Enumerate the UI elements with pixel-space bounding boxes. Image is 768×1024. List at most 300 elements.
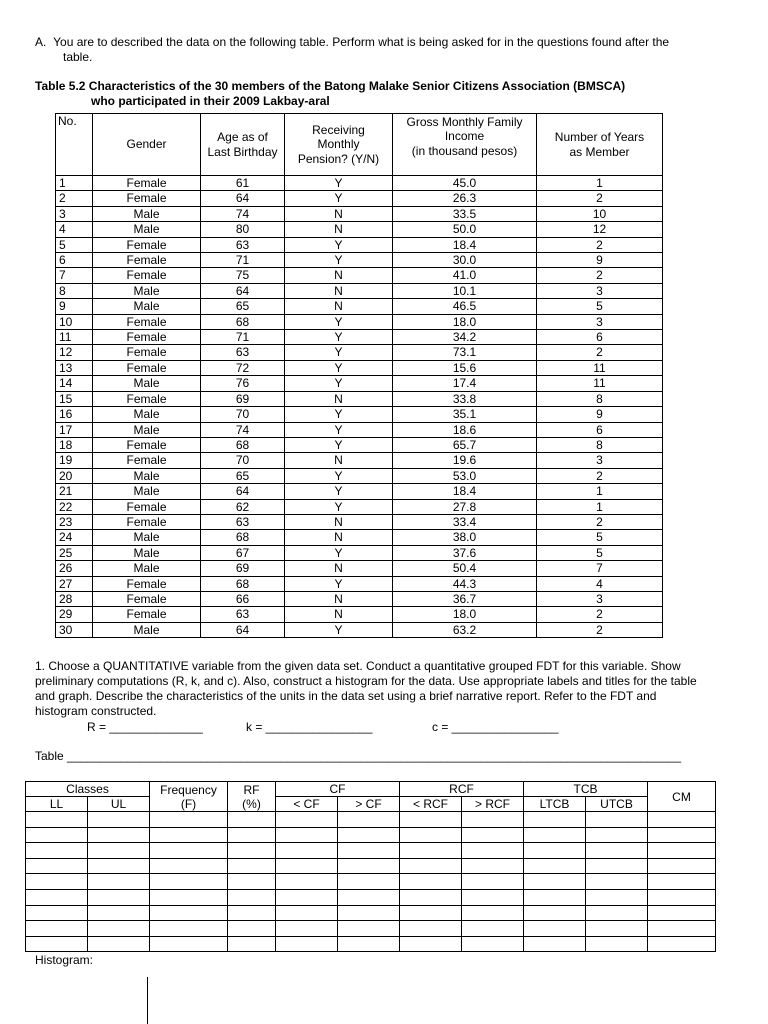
cell-years: 7 [537,561,663,576]
fdt-empty-cell[interactable] [26,921,88,937]
fdt-empty-cell[interactable] [462,921,524,937]
fdt-empty-cell[interactable] [524,827,586,843]
fdt-empty-cell[interactable] [462,812,524,828]
cell-income: 37.6 [393,545,537,560]
fdt-empty-cell[interactable] [648,889,716,905]
fdt-empty-row [26,936,716,952]
fdt-empty-cell[interactable] [338,921,400,937]
cell-gender: Female [93,314,201,329]
fdt-empty-cell[interactable] [400,812,462,828]
cell-years: 1 [537,176,663,191]
fdt-empty-cell[interactable] [524,858,586,874]
table-row [56,591,663,606]
fdt-empty-cell[interactable] [276,843,338,859]
fdt-empty-cell[interactable] [338,843,400,859]
cell-gender: Female [93,607,201,622]
cell-no: 24 [56,530,93,545]
fdt-empty-cell[interactable] [26,858,88,874]
fdt-header-rcf-more: > RCF [462,797,524,812]
fdt-empty-cell[interactable] [26,843,88,859]
cell-income: 44.3 [393,576,537,591]
fdt-empty-cell[interactable] [400,858,462,874]
cell-years: 2 [537,345,663,360]
cell-no: 18 [56,437,93,452]
fdt-empty-cell[interactable] [338,812,400,828]
fdt-empty-cell[interactable] [586,827,648,843]
cell-years: 1 [537,499,663,514]
c-blank[interactable]: c = ________________ [432,720,559,734]
fdt-empty-cell[interactable] [462,858,524,874]
fdt-empty-cell[interactable] [648,812,716,828]
cell-no: 21 [56,484,93,499]
fdt-header-rf [228,782,276,812]
fdt-empty-cell[interactable] [88,889,150,905]
cell-income: 18.0 [393,314,537,329]
cell-pension: Y [285,345,393,360]
table-title-blank[interactable]: Table ____________________________________________________________________________________________ [35,749,682,763]
fdt-header-ul: UL [88,797,150,812]
cell-years: 5 [537,530,663,545]
fdt-empty-cell[interactable] [400,889,462,905]
cell-age: 68 [201,314,285,329]
table-row [56,253,663,268]
header-income-line: Income [444,129,485,144]
cell-pension: Y [285,376,393,391]
fdt-empty-cell[interactable] [150,889,228,905]
fdt-empty-cell[interactable] [586,889,648,905]
fdt-empty-cell[interactable] [648,843,716,859]
fdt-empty-cell[interactable] [26,827,88,843]
table-row [56,222,663,237]
fdt-empty-cell[interactable] [88,843,150,859]
table-row [56,407,663,422]
cell-pension: Y [285,576,393,591]
fdt-header-ll: LL [26,797,88,812]
cell-no: 17 [56,422,93,437]
cell-income: 53.0 [393,468,537,483]
table-row [56,283,663,298]
cell-pension: Y [285,360,393,375]
cell-no: 20 [56,468,93,483]
cell-years: 3 [537,283,663,298]
cell-age: 74 [201,206,285,221]
cell-gender: Female [93,345,201,360]
question-1-line: 1. Choose a QUANTITATIVE variable from the given data set. Conduct a quantitative grouped FDT for this variable. Show [35,659,681,673]
cell-age: 69 [201,391,285,406]
fdt-empty-row [26,905,716,921]
table-row [56,514,663,529]
table-row [56,206,663,221]
fdt-empty-cell[interactable] [338,905,400,921]
table-row [56,530,663,545]
cell-pension: N [285,206,393,221]
cell-years: 2 [537,237,663,252]
cell-pension: N [285,530,393,545]
fdt-empty-cell[interactable] [88,936,150,952]
cell-gender: Male [93,622,201,637]
k-blank[interactable]: k = ________________ [246,720,373,734]
cell-pension: N [285,268,393,283]
cell-pension: N [285,283,393,298]
cell-age: 68 [201,530,285,545]
cell-gender: Male [93,206,201,221]
fdt-empty-cell[interactable] [648,874,716,890]
header-years-line: as Member [569,144,630,159]
fdt-empty-cell[interactable] [228,936,276,952]
header-pension-line: Pension? (Y/N) [297,151,380,166]
fdt-empty-cell[interactable] [150,858,228,874]
cell-income: 50.4 [393,561,537,576]
table-row [56,268,663,283]
cell-gender: Female [93,237,201,252]
cell-age: 76 [201,376,285,391]
cell-pension: Y [285,468,393,483]
cell-gender: Female [93,514,201,529]
fdt-empty-cell[interactable] [276,827,338,843]
instructions-line-2: table. [63,50,93,64]
fdt-header-cf: CF [276,782,400,797]
cell-years: 10 [537,206,663,221]
fdt-empty-cell[interactable] [586,905,648,921]
fdt-empty-cell[interactable] [400,905,462,921]
fdt-empty-cell[interactable] [26,889,88,905]
fdt-empty-cell[interactable] [150,874,228,890]
cell-pension: Y [285,253,393,268]
fdt-empty-cell[interactable] [150,843,228,859]
cell-age: 65 [201,299,285,314]
cell-age: 64 [201,191,285,206]
cell-no: 1 [56,176,93,191]
cell-years: 5 [537,299,663,314]
fdt-empty-cell[interactable] [648,905,716,921]
cell-years: 8 [537,437,663,452]
fdt-empty-cell[interactable] [338,858,400,874]
cell-years: 4 [537,576,663,591]
fdt-empty-cell[interactable] [524,843,586,859]
fdt-empty-cell[interactable] [276,858,338,874]
table-row [56,191,663,206]
cell-no: 3 [56,206,93,221]
fdt-empty-cell[interactable] [150,812,228,828]
fdt-header-tcb: TCB [524,782,648,797]
table-row [56,499,663,514]
cell-gender: Female [93,253,201,268]
fdt-empty-cell[interactable] [524,874,586,890]
histogram-axis-line [147,977,148,1024]
cell-age: 69 [201,561,285,576]
cell-years: 2 [537,268,663,283]
table-row [56,391,663,406]
cell-pension: Y [285,422,393,437]
fdt-empty-cell[interactable] [524,889,586,905]
cell-gender: Male [93,299,201,314]
fdt-empty-cell[interactable] [228,827,276,843]
fdt-empty-cell[interactable] [276,921,338,937]
table-row [56,453,663,468]
fdt-empty-cell[interactable] [338,936,400,952]
cell-pension: Y [285,484,393,499]
cell-income: 38.0 [393,530,537,545]
fdt-empty-cell[interactable] [524,921,586,937]
fdt-empty-cell[interactable] [400,936,462,952]
fdt-empty-cell[interactable] [586,843,648,859]
cell-years: 2 [537,607,663,622]
fdt-empty-cell[interactable] [228,858,276,874]
fdt-header-cf-less: < CF [276,797,338,812]
header-pension-line: Receiving [312,122,365,137]
cell-no: 19 [56,453,93,468]
cell-income: 65.7 [393,437,537,452]
fdt-empty-cell[interactable] [88,874,150,890]
table-row [56,484,663,499]
fdt-empty-cell[interactable] [400,874,462,890]
cell-gender: Male [93,545,201,560]
cell-gender: Female [93,330,201,345]
cell-pension: N [285,299,393,314]
cell-income: 18.4 [393,237,537,252]
cell-no: 28 [56,591,93,606]
cell-no: 11 [56,330,93,345]
cell-age: 63 [201,345,285,360]
fdt-empty-cell[interactable] [150,905,228,921]
fdt-empty-cell[interactable] [338,874,400,890]
cell-income: 18.0 [393,607,537,622]
table-row [56,437,663,452]
cell-gender: Female [93,191,201,206]
cell-pension: Y [285,314,393,329]
cell-no: 14 [56,376,93,391]
fdt-header-rf-line: RF [243,782,260,797]
histogram-label: Histogram: [35,953,94,967]
cell-no: 10 [56,314,93,329]
cell-gender: Male [93,222,201,237]
fdt-empty-cell[interactable] [88,921,150,937]
fdt-table [25,781,716,952]
table-row [56,237,663,252]
cell-age: 72 [201,360,285,375]
fdt-header-rf-line: (%) [242,796,261,811]
cell-age: 68 [201,437,285,452]
cell-no: 26 [56,561,93,576]
fdt-empty-cell[interactable] [228,921,276,937]
cell-pension: Y [285,545,393,560]
cell-age: 70 [201,407,285,422]
fdt-empty-cell[interactable] [88,858,150,874]
members-data-table [55,113,663,638]
fdt-empty-cell[interactable] [276,812,338,828]
r-blank[interactable]: R = ______________ [87,720,203,734]
fdt-empty-cell[interactable] [462,843,524,859]
fdt-empty-cell[interactable] [586,858,648,874]
fdt-empty-cell[interactable] [338,827,400,843]
fdt-header-cf-more: > CF [338,797,400,812]
cell-income: 26.3 [393,191,537,206]
cell-pension: Y [285,330,393,345]
cell-age: 68 [201,576,285,591]
table-row [56,345,663,360]
cell-pension: N [285,391,393,406]
table-row [56,622,663,637]
fdt-empty-cell[interactable] [88,905,150,921]
table-row [56,376,663,391]
cell-pension: Y [285,407,393,422]
fdt-empty-cell[interactable] [228,812,276,828]
fdt-header-utcb: UTCB [586,797,648,812]
table-row [56,360,663,375]
instructions-line-1 [35,35,715,50]
cell-no: 25 [56,545,93,560]
fdt-empty-cell[interactable] [338,889,400,905]
fdt-empty-cell[interactable] [586,936,648,952]
table-row [56,314,663,329]
fdt-empty-row [26,858,716,874]
cell-no: 4 [56,222,93,237]
fdt-empty-cell[interactable] [26,905,88,921]
cell-gender: Female [93,591,201,606]
instructions-text-1: You are to described the data on the following table. Perform what is being asked for in the questions found after the [53,35,670,49]
fdt-empty-row [26,827,716,843]
cell-income: 35.1 [393,407,537,422]
fdt-empty-cell[interactable] [648,827,716,843]
cell-pension: N [285,453,393,468]
cell-no: 23 [56,514,93,529]
fdt-empty-cell[interactable] [26,936,88,952]
cell-no: 29 [56,607,93,622]
cell-years: 3 [537,453,663,468]
cell-gender: Female [93,360,201,375]
data-table-header-row [56,114,663,176]
fdt-empty-cell[interactable] [586,921,648,937]
cell-gender: Female [93,176,201,191]
cell-income: 18.4 [393,484,537,499]
fdt-empty-cell[interactable] [462,874,524,890]
cell-income: 27.8 [393,499,537,514]
fdt-empty-cell[interactable] [228,843,276,859]
fdt-empty-cell[interactable] [586,874,648,890]
fdt-empty-cell[interactable] [648,936,716,952]
cell-no: 7 [56,268,93,283]
cell-pension: Y [285,191,393,206]
fdt-header-row-2 [26,797,716,812]
instructions [35,35,715,65]
fdt-empty-cell[interactable] [276,889,338,905]
table-row [56,176,663,191]
cell-pension: N [285,591,393,606]
fdt-empty-cell[interactable] [150,936,228,952]
fdt-empty-cell[interactable] [462,889,524,905]
fdt-table-body [26,812,716,952]
question-1 [35,659,735,719]
cell-income: 34.2 [393,330,537,345]
fdt-empty-cell[interactable] [276,874,338,890]
cell-age: 61 [201,176,285,191]
cell-income: 10.1 [393,283,537,298]
header-age [201,114,285,176]
fdt-empty-cell[interactable] [586,812,648,828]
fdt-empty-cell[interactable] [524,936,586,952]
cell-years: 1 [537,484,663,499]
fdt-empty-cell[interactable] [150,827,228,843]
fdt-empty-cell[interactable] [150,921,228,937]
fdt-empty-cell[interactable] [524,812,586,828]
cell-age: 65 [201,468,285,483]
fdt-empty-row [26,874,716,890]
cell-pension: Y [285,499,393,514]
fdt-empty-cell[interactable] [400,843,462,859]
fdt-header-rcf: RCF [400,782,524,797]
cell-gender: Male [93,561,201,576]
fdt-empty-cell[interactable] [276,936,338,952]
fdt-empty-cell[interactable] [276,905,338,921]
fdt-header-row-1 [26,782,716,797]
fdt-empty-cell[interactable] [88,827,150,843]
cell-years: 12 [537,222,663,237]
header-pension [285,114,393,176]
cell-no: 5 [56,237,93,252]
fdt-header-cm: CM [648,782,716,812]
fdt-empty-cell[interactable] [648,858,716,874]
fdt-empty-cell[interactable] [648,921,716,937]
fdt-empty-cell[interactable] [228,889,276,905]
fdt-empty-row [26,889,716,905]
header-income-line: Gross Monthly Family [406,115,523,129]
fdt-empty-cell[interactable] [228,874,276,890]
cell-no: 16 [56,407,93,422]
fdt-empty-cell[interactable] [462,827,524,843]
cell-income: 36.7 [393,591,537,606]
caption-line-2: who participated in their 2009 Lakbay-aral [91,94,330,108]
cell-income: 45.0 [393,176,537,191]
table-row [56,545,663,560]
cell-age: 67 [201,545,285,560]
cell-no: 2 [56,191,93,206]
cell-years: 2 [537,622,663,637]
table-row [56,607,663,622]
fdt-empty-cell[interactable] [228,905,276,921]
fdt-empty-cell[interactable] [26,874,88,890]
cell-years: 8 [537,391,663,406]
fdt-empty-cell[interactable] [524,905,586,921]
cell-age: 74 [201,422,285,437]
cell-years: 2 [537,468,663,483]
header-years-line: Number of Years [554,130,645,145]
cell-gender: Male [93,407,201,422]
cell-income: 50.0 [393,222,537,237]
cell-years: 6 [537,422,663,437]
fdt-empty-cell[interactable] [462,936,524,952]
cell-years: 5 [537,545,663,560]
instructions-label: A. [35,35,47,49]
cell-income: 19.6 [393,453,537,468]
fdt-empty-row [26,921,716,937]
fdt-empty-cell[interactable] [26,812,88,828]
fdt-empty-cell[interactable] [88,812,150,828]
cell-no: 13 [56,360,93,375]
cell-pension: Y [285,176,393,191]
cell-age: 62 [201,499,285,514]
cell-age: 64 [201,283,285,298]
fdt-empty-cell[interactable] [462,905,524,921]
cell-gender: Male [93,530,201,545]
cell-income: 17.4 [393,376,537,391]
cell-income: 73.1 [393,345,537,360]
fdt-empty-cell[interactable] [400,827,462,843]
cell-income: 15.6 [393,360,537,375]
table-row [56,299,663,314]
cell-no: 12 [56,345,93,360]
cell-gender: Male [93,484,201,499]
fdt-empty-cell[interactable] [400,921,462,937]
